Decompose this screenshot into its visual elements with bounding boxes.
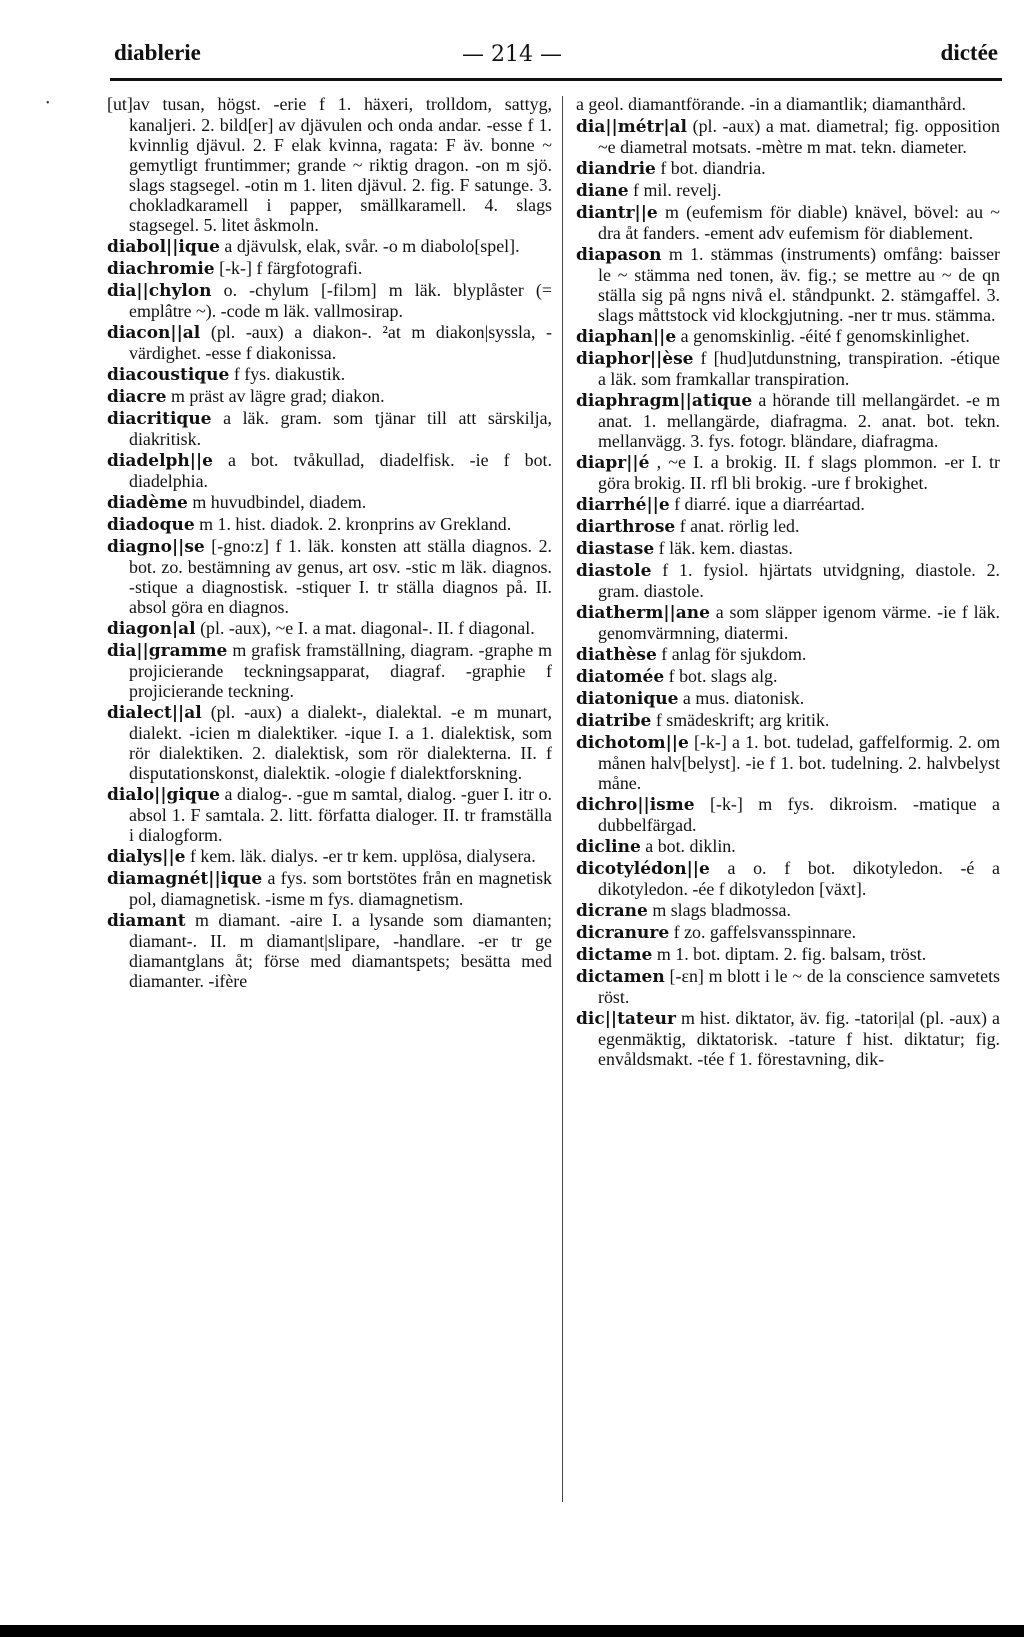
dictionary-entry — [576, 516, 1000, 537]
entry-headword: diagno||se — [107, 537, 205, 557]
entry-headword: dialect||al — [107, 703, 202, 723]
entry-headword: dialys||e — [107, 847, 186, 867]
dictionary-entry — [576, 794, 1000, 835]
entry-headword: diabol||ique — [107, 237, 220, 257]
entry-definition: m slags bladmossa. — [652, 900, 791, 920]
dictionary-entry — [576, 326, 1000, 347]
entry-definition: (pl. -aux) a mat. diametral; fig. opposition ~e diametral motsats. -mètre m mat. tekn. diameter. — [598, 116, 1000, 157]
entry-definition: f anat. rörlig led. — [679, 516, 800, 536]
entry-headword: dictame — [576, 945, 653, 965]
dictionary-entry — [107, 280, 552, 321]
entry-headword: diadoque — [107, 515, 195, 535]
entry-definition: [-ɛn] m blott i le ~ de la conscience samvetets röst. — [598, 966, 1000, 1007]
dictionary-entry — [107, 492, 552, 513]
entry-headword: diatherm||ane — [576, 603, 710, 623]
dictionary-entry — [576, 390, 1000, 451]
entry-headword: diastole — [576, 561, 652, 581]
dictionary-entry — [576, 966, 1000, 1007]
entry-headword: dia||chylon — [107, 281, 212, 301]
entry-definition: (pl. -aux), ~e I. a mat. diagonal-. II. f diagonal. — [200, 618, 535, 638]
entry-definition: f smädeskrift; arg kritik. — [655, 710, 830, 730]
entry-definition: [-k-] a 1. bot. tudelad, gaffelformig. 2. om månen halv[belyst]. -ie f 1. bot. tudelning. 2. halvbelyst måne. — [598, 732, 1000, 793]
entry-definition: a genomskinlig. -éité f genomskinlighet. — [680, 326, 970, 346]
dictionary-entry — [576, 922, 1000, 943]
dictionary-entry — [576, 560, 1000, 601]
entry-headword: dichro||isme — [576, 795, 695, 815]
entry-headword: diagon|al — [107, 619, 196, 639]
dictionary-entry — [576, 452, 1000, 493]
entry-definition: m diamant. -aire I. a lysande som diamanten; diamant-. II. m diamant|slipare, -handlare. -er tr ge diamantglans åt; förse med diamantspets; besätta med diamanter. -ifère — [129, 910, 552, 991]
entry-definition: m huvudbindel, diadem. — [192, 492, 367, 512]
entry-definition: a som släpper igenom värme. -ie f läk. genomvärmning, diatermi. — [598, 602, 1000, 643]
dictionary-entry — [576, 158, 1000, 179]
entry-definition: a o. f bot. dikotyledon. -é a dikotyledon. -ée f dikotyledon [växt]. — [598, 858, 1000, 899]
running-head-right: dictée — [940, 40, 998, 65]
dictionary-entry — [576, 944, 1000, 965]
dictionary-entry — [107, 618, 552, 639]
entry-headword: dicrane — [576, 901, 648, 921]
dictionary-entry — [576, 732, 1000, 793]
dictionary-entry — [576, 494, 1000, 515]
dictionary-entry — [107, 536, 552, 617]
dictionary-entry — [107, 702, 552, 783]
dictionary-entry — [576, 180, 1000, 201]
entry-headword: diacon||al — [107, 323, 201, 343]
entry-headword: diaphor||èse — [576, 349, 694, 369]
dictionary-entry — [576, 202, 1000, 243]
dictionary-entry — [107, 640, 552, 701]
dictionary-entry — [107, 868, 552, 909]
scan-edge — [0, 1625, 1024, 1637]
dictionary-entry — [576, 348, 1000, 389]
right-column — [576, 94, 1000, 1070]
entry-headword: diapr||é — [576, 453, 650, 473]
entry-definition: m präst av lägre grad; diakon. — [170, 386, 385, 406]
dictionary-entry — [107, 450, 552, 491]
entry-headword: diantr||e — [576, 203, 658, 223]
entry-headword: dichotom||e — [576, 733, 689, 753]
entry-definition: , ~e I. a brokig. II. f slags plommon. -er I. tr göra brokig. II. rfl bli brokig. -ure f brokighet. — [598, 452, 1000, 493]
entry-definition: m 1. hist. diadok. 2. kronprins av Grekland. — [199, 514, 512, 534]
entry-headword: dicranure — [576, 923, 670, 943]
dictionary-entry — [576, 710, 1000, 731]
entry-definition: f 1. fysiol. hjärtats utvidgning, diastole. 2. gram. diastole. — [598, 560, 1000, 601]
entry-definition: f diarré. ique a diarréartad. — [674, 494, 865, 514]
entry-definition: (pl. -aux) a dialekt-, dialektal. -e m munart, dialekt. -icien m dialektiker. -ique I. a 1. dialektisk, som rör dialektiken. 2. dialektisk, som rör dialekterna. II. f disputationskonst, dialektik. -ologie f dialektforskning. — [129, 702, 552, 783]
entry-definition: [ut]av tusan, högst. -erie f 1. häxeri, trolldom, sattyg, kanaljeri. 2. bild[er] av djävulen och onda andar. -esse f 1. kvinnlig djävul. 2. F elak kvinna, ragata: F äv. bonne ~ gemytligt fruntimmer; grande ~ riktig dragon. -on m sjö. slags stagsegel. -otin m 1. liten djävul. 2. fig. F satunge. 3. chokladkaramell i papper, smällkaramell. 4. slags stagsegel. 5. litet åskmoln. — [107, 94, 552, 235]
entry-definition: m grafisk framställning, diagram. -graphe m projicierande teckningsapparat, diagraf. -graphie f projicierande teckning. — [129, 640, 552, 701]
entry-headword: diarthrose — [576, 517, 676, 537]
entry-definition: f läk. kem. diastas. — [658, 538, 793, 558]
entry-headword: diandrie — [576, 159, 656, 179]
entry-headword: diamant — [107, 911, 186, 931]
dictionary-entry — [107, 322, 552, 363]
entry-definition: [-gno:z] f 1. läk. konsten att ställa diagnos. 2. bot. zo. bestämning av genus, art osv. -stic m läk. diagnos. -stique a diagnostisk. -stiquer I. tr ställa diagnos på. II. absol göra en diagnos. — [129, 536, 552, 617]
dictionary-entry — [107, 364, 552, 385]
entry-headword: diaphragm||atique — [576, 391, 753, 411]
entry-definition: f anlag för sjukdom. — [661, 644, 807, 664]
entry-headword: diatribe — [576, 711, 652, 731]
entry-definition: a dialog-. -gue m samtal, dialog. -guer I. itr o. absol 1. F samtala. 2. litt. författa dialoger. II. tr framställa i dialogform. — [129, 784, 552, 845]
entry-definition: f mil. revelj. — [633, 180, 722, 200]
margin-bullet: • — [46, 98, 50, 109]
header-rule — [110, 78, 1002, 81]
entry-definition: [-k-] f färgfotografi. — [219, 258, 363, 278]
entry-definition: a bot. tvåkullad, diadelfisk. -ie f bot. diadelphia. — [129, 450, 552, 491]
entry-definition: a bot. diklin. — [645, 836, 736, 856]
entry-headword: diacritique — [107, 409, 212, 429]
entry-headword: diapason — [576, 245, 662, 265]
entry-definition: a fys. som bortstötes från en magnetisk pol, diamagnetisk. -isme m fys. diamagnetism. — [129, 868, 552, 909]
entry-headword: diaphan||e — [576, 327, 677, 347]
dictionary-entry — [107, 784, 552, 845]
dictionary-entry — [576, 538, 1000, 559]
left-column — [107, 94, 552, 992]
page-number: — 214 — — [462, 42, 562, 67]
entry-headword: dicline — [576, 837, 641, 857]
entry-definition: a mus. diatonisk. — [682, 688, 805, 708]
entry-headword: dia||gramme — [107, 641, 228, 661]
entry-headword: diadelph||e — [107, 451, 213, 471]
dictionary-entry — [576, 688, 1000, 709]
entry-headword: diarrhé||e — [576, 495, 670, 515]
dictionary-entry — [576, 1008, 1000, 1069]
entry-definition: m 1. stämmas (instruments) omfång: baisser le ~ stämma ned tonen, äv. fig.; se mettre au ~ de qn ställa sig på ngns nivå el. ståndpunkt. 2. stämgaffel. 3. slags måttstock vid klockgjutning. -ner tr mus. stämma. — [598, 244, 1000, 325]
dictionary-entry — [576, 666, 1000, 687]
entry-definition: m (eufemism för diable) knävel, bövel: au ~ dra åt fanders. -ement adv eufemism för diablement. — [598, 202, 1000, 243]
entry-headword: diastase — [576, 539, 655, 559]
entry-headword: diatonique — [576, 689, 679, 709]
dictionary-entry — [107, 94, 552, 235]
entry-headword: dia||métr|al — [576, 117, 687, 137]
dictionary-entry — [576, 900, 1000, 921]
dictionary-entry — [576, 602, 1000, 643]
entry-definition: f zo. gaffelsvansspinnare. — [673, 922, 857, 942]
dictionary-entry — [107, 514, 552, 535]
entry-definition: (pl. -aux) a diakon-. ²at m diakon|syssla, -värdighet. -esse f diakonissa. — [129, 322, 552, 363]
entry-headword: diathèse — [576, 645, 657, 665]
dictionary-entry — [107, 408, 552, 449]
entry-headword: diatomée — [576, 667, 665, 687]
entry-headword: diadème — [107, 493, 188, 513]
entry-definition: m hist. diktator, äv. fig. -tatori|al (pl. -aux) a egenmäktig, diktatorisk. -tature f hist. diktatur; fig. envåldsmakt. -tée f 1. förestavning, dik- — [598, 1008, 1000, 1069]
entry-headword: diamagnét||ique — [107, 869, 263, 889]
entry-definition: f bot. diandria. — [660, 158, 766, 178]
entry-definition: f [hud]utdunstning, transpiration. -étique a läk. som framkallar transpiration. — [598, 348, 1000, 389]
entry-definition: [-k-] m fys. dikroism. -matique a dubbelfärgad. — [598, 794, 1000, 835]
dictionary-entry — [576, 836, 1000, 857]
column-divider — [562, 96, 563, 1502]
entry-headword: diacoustique — [107, 365, 230, 385]
dictionary-entry — [576, 644, 1000, 665]
entry-definition: f fys. diakustik. — [233, 364, 346, 384]
entry-headword: diachromie — [107, 259, 215, 279]
entry-definition: a djävulsk, elak, svår. -o m diabolo[spel]. — [224, 236, 520, 256]
dictionary-entry — [107, 236, 552, 257]
dictionary-entry — [576, 116, 1000, 157]
entry-headword: dictamen — [576, 967, 665, 987]
entry-definition: f kem. läk. dialys. -er tr kem. upplösa, dialysera. — [189, 846, 536, 866]
dictionary-entry — [107, 386, 552, 407]
entry-headword: diane — [576, 181, 629, 201]
entry-headword: dialo||gique — [107, 785, 220, 805]
entry-definition: o. -chylum [-filɔm] m läk. blyplåster (= emplâtre ~). -code m läk. vallmosirap. — [129, 280, 552, 321]
entry-definition: a geol. diamantförande. -in a diamantlik; diamanthård. — [576, 94, 966, 114]
dictionary-entry — [107, 910, 552, 991]
entry-headword: diacre — [107, 387, 167, 407]
entry-headword: dic||tateur — [576, 1009, 676, 1029]
dictionary-entry — [576, 244, 1000, 325]
dictionary-entry — [576, 94, 1000, 115]
entry-definition: a hörande till mellangärdet. -e m anat. 1. mellangärde, diafragma. 2. anat. bot. tekn. mellanvägg. 3. fys. fotogr. bländare, diafragma. — [598, 390, 1000, 451]
dictionary-entry — [576, 858, 1000, 899]
entry-headword: dicotylédon||e — [576, 859, 710, 879]
entry-definition: m 1. bot. diptam. 2. fig. balsam, tröst. — [656, 944, 927, 964]
entry-definition: f bot. slags alg. — [668, 666, 778, 686]
running-head-left: diablerie — [114, 40, 201, 65]
entry-definition: a läk. gram. som tjänar till att särskilja, diakritisk. — [129, 408, 552, 449]
dictionary-entry — [107, 258, 552, 279]
dictionary-entry — [107, 846, 552, 867]
